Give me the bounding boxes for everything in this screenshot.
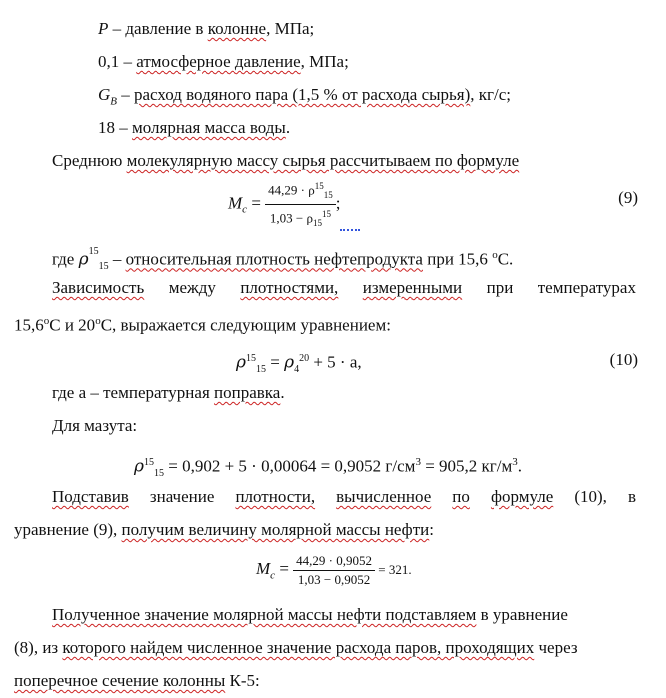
res-result: = 321. xyxy=(375,562,412,577)
where1-post: при 15,6 xyxy=(422,249,493,269)
legend-water-mass xyxy=(98,117,290,139)
para2-w3: плотностями, xyxy=(240,278,339,297)
eq9-num-sup: 15 xyxy=(314,181,324,191)
calc-end: . xyxy=(517,456,522,476)
para2-w2: между xyxy=(168,278,216,297)
water-mass-post: . xyxy=(285,118,291,137)
calc-sub: 15 xyxy=(154,468,164,480)
where1-unit: С. xyxy=(497,249,514,269)
res-lhs-sub: c xyxy=(270,569,276,582)
para4-l2-pre: (8), из xyxy=(14,638,63,657)
pressure-desc-post: , МПа; xyxy=(266,19,315,38)
paragraph-final-line3 xyxy=(14,670,260,692)
where1-pre: где xyxy=(52,249,79,269)
paragraph-density-line2 xyxy=(14,310,391,337)
eq10-eq: = xyxy=(266,352,285,372)
para2-l2-post: С, выражается следующим уравнением: xyxy=(100,315,391,335)
calc-cube2: 3 xyxy=(512,456,518,468)
res-eq: = xyxy=(275,559,294,578)
para4-l3-post: К-5: xyxy=(225,671,260,690)
eq9-lhs-sub: c xyxy=(242,203,248,216)
para2-w4: измеренными xyxy=(362,278,463,297)
eq9-lhs: M xyxy=(228,193,243,213)
para1-word: молекулярную массу сырья рассчитываем по формуле xyxy=(126,151,520,170)
where-rho-line xyxy=(52,244,513,278)
res-denominator: 1,03 − 0,9052 xyxy=(297,571,371,587)
where1-sub: 15 xyxy=(98,261,109,273)
paragraph-density-line1 xyxy=(52,277,636,299)
para3-w8: в xyxy=(627,487,636,506)
para3-w1: Подставив xyxy=(52,487,129,506)
where2-pre: где а – температурная xyxy=(52,383,215,402)
para2-w5: при xyxy=(486,278,514,297)
para4-l3-word: поперечное сечение колонны xyxy=(14,671,226,690)
steam-word: расход водяного пара (1,5 % от расхода сырья) xyxy=(134,85,471,104)
para3-w2: значение xyxy=(149,487,215,506)
mazut-label: Для мазута: xyxy=(52,416,138,435)
equation-10 xyxy=(236,345,362,384)
calc-text2: = 905,2 кг/м xyxy=(420,456,513,476)
where2-word: поправка xyxy=(214,383,281,402)
para3-l2-post: : xyxy=(429,520,434,539)
para4-l1-post: в уравнение xyxy=(476,605,568,624)
water-mass-value: 18 – xyxy=(98,118,132,137)
para3-w6: формуле xyxy=(490,487,554,506)
where1-word: относительная плотность нефтепродукта xyxy=(125,249,423,269)
eq10-sup: 15 xyxy=(246,353,256,364)
atm-word: атмосферное давление xyxy=(136,52,301,71)
paragraph-final-line2 xyxy=(14,637,578,659)
eq9-num-sub: 15 xyxy=(323,189,333,200)
eq9-tail: ; xyxy=(335,193,341,213)
legend-atm xyxy=(98,51,349,73)
para2-l2-mid: С и 20 xyxy=(49,315,96,335)
calc-cube1: 3 xyxy=(415,456,421,468)
steam-subscript: B xyxy=(110,95,118,108)
where1-sup: 15 xyxy=(88,246,99,257)
para1-pre: Среднюю xyxy=(52,151,127,170)
eq9-numerator xyxy=(265,178,336,205)
where1-deg: о xyxy=(492,249,498,261)
eq9-equals: = xyxy=(247,193,266,213)
para3-l2-word: получим величину молярной массы нефти xyxy=(121,520,430,539)
para3-l2-pre: уравнение (9), xyxy=(14,520,122,539)
res-fraction xyxy=(293,553,375,588)
legend-pressure xyxy=(98,18,314,40)
legend-steam xyxy=(98,84,511,112)
steam-post: , кг/с; xyxy=(470,85,512,104)
para4-l2-post: через xyxy=(534,638,578,657)
paragraph-final-line1 xyxy=(52,604,568,626)
eq10-rho2: ρ xyxy=(284,352,295,373)
steam-symbol: G xyxy=(98,85,111,104)
eq9-den-text: 1,03 − ρ xyxy=(269,210,313,226)
where1-rho: ρ xyxy=(78,249,89,270)
eq10-sup2: 20 xyxy=(299,353,310,364)
atm-value: 0,1 – xyxy=(98,52,137,71)
eq10-sub: 15 xyxy=(256,364,266,376)
eq9-denominator xyxy=(267,205,334,231)
grammar-mark xyxy=(340,223,360,231)
eq9-den-sup: 15 xyxy=(321,208,331,219)
para3-w5: по xyxy=(452,487,470,506)
paragraph-mol-mass-intro xyxy=(52,150,519,172)
para4-l2-word: которого найдем численное значение расхода паров, проходящих xyxy=(62,638,535,657)
paragraph-substitute-line1 xyxy=(52,486,636,508)
atm-post: , МПа; xyxy=(300,52,349,71)
eq10-rho: ρ xyxy=(236,352,246,373)
para2-deg1: о xyxy=(43,315,50,327)
para2-w6: температурах xyxy=(537,278,636,297)
para2-w1: Зависимость xyxy=(52,278,145,297)
equation-10-number: (10) xyxy=(609,350,638,369)
eq10-sub2: 4 xyxy=(294,364,300,376)
para3-w4: вычисленное xyxy=(336,487,432,506)
para2-deg2: о xyxy=(95,315,101,327)
para3-w3: плотности, xyxy=(235,487,316,506)
water-mass-word: молярная масса воды xyxy=(132,118,286,137)
pressure-desc-word: колонне xyxy=(207,19,267,38)
eq10-tail: + 5 · a, xyxy=(309,352,362,372)
para2-l2-pre: 15,6 xyxy=(14,315,44,335)
pressure-desc-pre: – давление в xyxy=(108,19,208,38)
equation-result xyxy=(256,549,412,595)
eq9-den-sub: 15 xyxy=(312,217,322,228)
eq9-fraction xyxy=(265,178,336,231)
eq9-num-text: 44,29 · ρ xyxy=(268,182,315,198)
equation-9-number: (9) xyxy=(618,188,638,207)
para4-l1-pre: Полученное значение молярной массы нефти подставляем xyxy=(52,605,477,624)
calc-rho: ρ xyxy=(134,456,144,477)
res-numerator: 44,29 · 0,9052 xyxy=(293,553,375,571)
where1-dash: – xyxy=(108,249,126,269)
equation-9 xyxy=(228,178,360,231)
paragraph-substitute-line2 xyxy=(14,519,434,541)
res-lhs: M xyxy=(256,559,271,578)
calc-sup: 15 xyxy=(144,457,154,468)
steam-pre: – xyxy=(117,85,135,104)
equation-density-calc xyxy=(134,448,522,488)
where-a-line xyxy=(52,382,285,404)
para3-w7: (10), xyxy=(574,487,607,506)
where2-post: . xyxy=(280,383,285,402)
pressure-symbol: P xyxy=(98,19,109,38)
calc-text: = 0,902 + 5 · 0,00064 = 0,9052 г/см xyxy=(164,456,416,476)
